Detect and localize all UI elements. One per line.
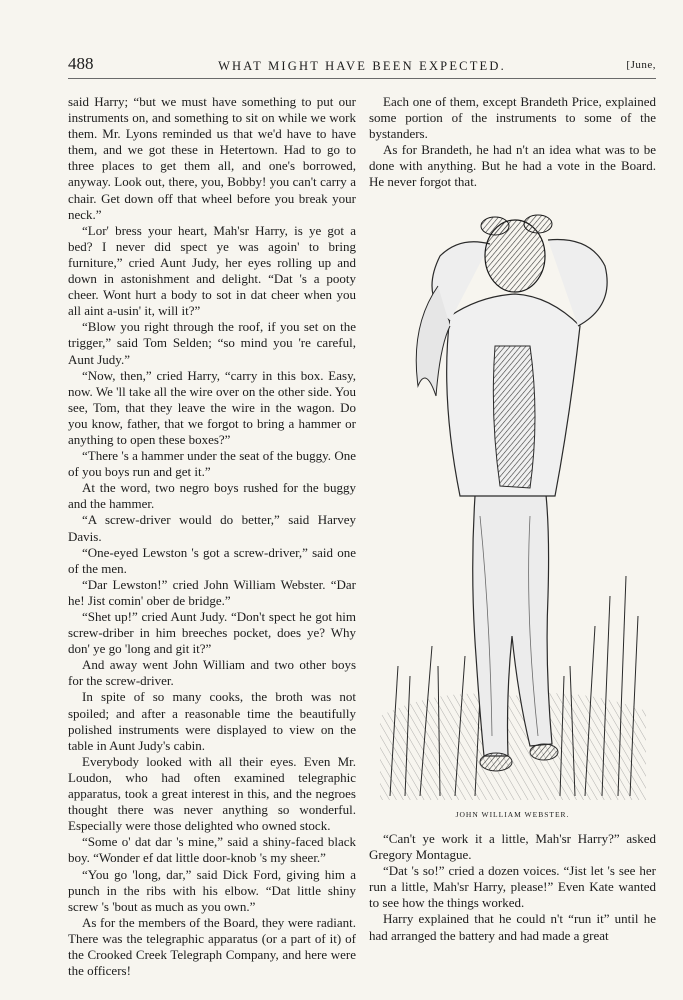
- paragraph: “Lor' bress your heart, Mah'sr Harry, is ye got a bed? I never did spect ye was agoin' to bring furniture,” cried Aunt Judy, her eyes rolling up and down in astonishment and delight. “Dat 's a pooty cheer. Wont hurt a body to sot in dat cheer when you all aint a-usin' it, will it?”: [68, 222, 356, 319]
- paragraph: As for the members of the Board, they were radiant. There was the telegraphic apparatus (or a part of it) of the Crooked Creek Telegraph Company, and here were the officers!: [68, 914, 356, 979]
- right-column-bottom: [369, 831, 656, 944]
- paragraph: At the word, two negro boys rushed for the buggy and the hammer.: [68, 480, 356, 512]
- paragraph: As for Brandeth, he had n't an idea what was to be done with anything. But he had a vote in the Board. He never forgot that.: [369, 142, 656, 190]
- figure-caption: JOHN WILLIAM WEBSTER.: [455, 810, 570, 819]
- paragraph: Everybody looked with all their eyes. Even Mr. Loudon, who had often examined telegraphic apparatus, took a great interest in this, and the negroes thought there was never anything so wonderful. Especially were those delighted who owned stock.: [68, 753, 356, 834]
- paragraph: “Some o' dat dar 's mine,” said a shiny-faced black boy. “Wonder ef dat little door-knob 's my sheer.”: [68, 834, 356, 866]
- paragraph: said Harry; “but we must have something to put our instruments on, and something to sit on while we work them. Mr. Lyons reminded us that we'd have to have them, and we got these in Hetertown. Had to go to three places to get them all, and one's borrowed, anyway. Look out, there, you, Bobby! you can't carry a chair. Get down off that wheel before you break your neck.”: [68, 94, 356, 222]
- paragraph: “Dat 's so!” cried a dozen voices. “Jist let 's see her run a little, Mah'sr Harry, please!” Even Kate wanted to see how the things worked.: [369, 863, 656, 911]
- paragraph: Harry explained that he could n't “run it” until he had arranged the battery and had made a great: [369, 911, 656, 943]
- paragraph: “There 's a hammer under the seat of the buggy. One of you boys run and get it.”: [68, 448, 356, 480]
- paragraph: And away went John William and two other boys for the screw-driver.: [68, 657, 356, 689]
- paragraph: “You go 'long, dar,” said Dick Ford, giving him a punch in the ribs with his elbow. “Dat little shiny screw 's 'bout as much as you own.”: [68, 866, 356, 914]
- paragraph: “Can't ye work it a little, Mah'sr Harry?” asked Gregory Montague.: [369, 831, 656, 863]
- left-column: [68, 94, 356, 979]
- paragraph: In spite of so many cooks, the broth was not spoiled; and after a reasonable time the beautifully polished instruments were displayed to view on the table in Aunt Judy's cabin.: [68, 689, 356, 753]
- issue-month: [June,: [626, 59, 656, 71]
- paragraph: “Shet up!” cried Aunt Judy. “Don't spect he got him screw-driber in him breeches pocket, does ye? Why don' ye go 'long and git it?”: [68, 609, 356, 657]
- paragraph: “Now, then,” cried Harry, “carry in this box. Easy, now. We 'll take all the wire over on the other side. You see, Tom, that they leave the wire in the wagon. Do you know, father, that we forgot to bring a hammer or anything to open these boxes?”: [68, 367, 356, 447]
- paragraph: “Dar Lewston!” cried John William Webster. “Dar he! Jist comin' ober de bridge.”: [68, 576, 356, 608]
- running-title: WHAT MIGHT HAVE BEEN EXPECTED.: [218, 59, 506, 73]
- page-header: [68, 54, 656, 79]
- page-number: 488: [68, 54, 94, 73]
- paragraph: “A screw-driver would do better,” said Harvey Davis.: [68, 512, 356, 544]
- paragraph: “One-eyed Lewston 's got a screw-driver,” said one of the men.: [68, 544, 356, 576]
- boy-engraving-image: [380, 196, 646, 800]
- engraving-illustration: [380, 196, 646, 800]
- paragraph: Each one of them, except Brandeth Price, explained some portion of the instruments to some of the bystanders.: [369, 94, 656, 142]
- right-column-top: [369, 94, 656, 191]
- paragraph: “Blow you right through the roof, if you set on the trigger,” said Tom Selden; “so mind you 're careful, Aunt Judy.”: [68, 319, 356, 367]
